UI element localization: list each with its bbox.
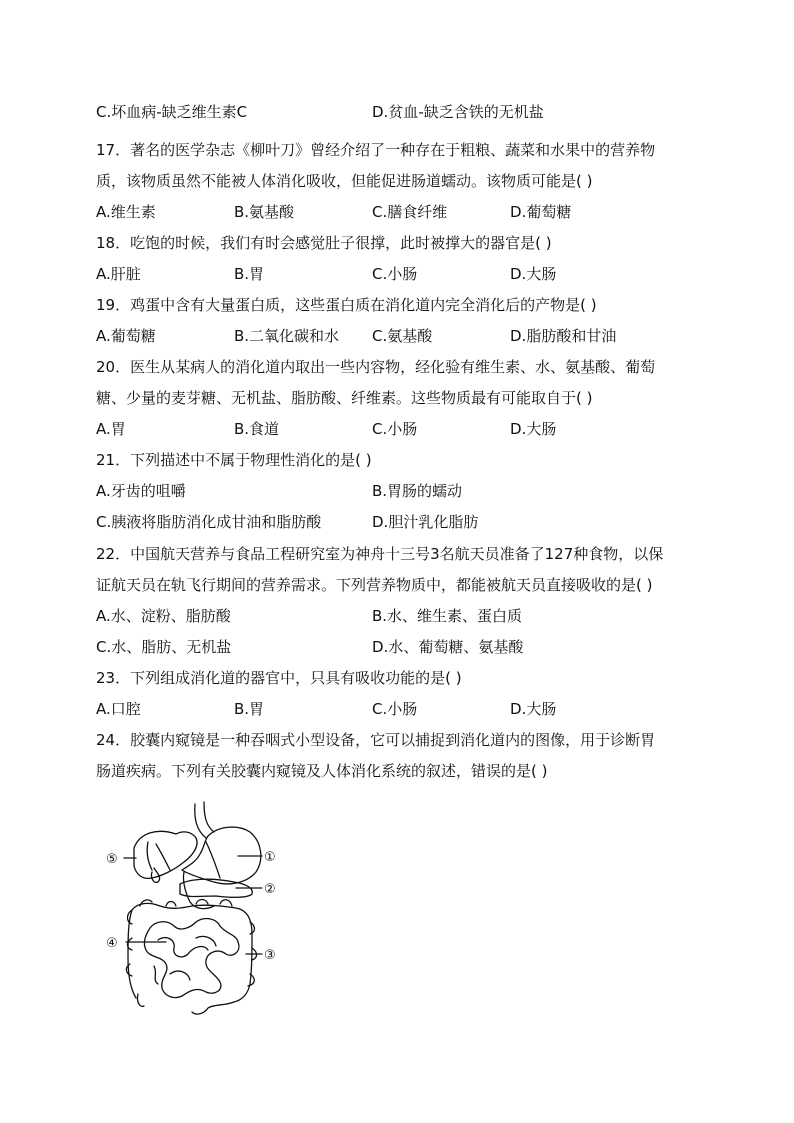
q18-option-c[interactable]: C.小肠 <box>372 265 418 283</box>
q18-option-b[interactable]: B.胃 <box>234 265 265 283</box>
q19-option-a[interactable]: A.葡萄糖 <box>96 327 156 345</box>
q23-option-a[interactable]: A.口腔 <box>96 700 141 718</box>
q22-stem-line1: 22．中国航天营养与食品工程研究室为神舟十三号3名航天员准备了127种食物，以保 <box>96 545 664 563</box>
q23-stem-line1: 23．下列组成消化道的器官中，只具有吸收功能的是( ) <box>96 669 462 687</box>
q24-stem-line2: 肠道疾病。下列有关胶囊内窥镜及人体消化系统的叙述，错误的是( ) <box>96 762 548 780</box>
q21-option-d[interactable]: D.胆汁乳化脂肪 <box>372 513 479 531</box>
figure-label-1: ① <box>264 850 276 865</box>
q17-option-d[interactable]: D.葡萄糖 <box>510 203 572 221</box>
q22-option-d[interactable]: D.水、葡萄糖、氨基酸 <box>372 638 524 656</box>
q19-option-c[interactable]: C.氨基酸 <box>372 327 433 345</box>
q20-stem-line1: 20．医生从某病人的消化道内取出一些内容物，经化验有维生素、水、氨基酸、葡萄 <box>96 358 656 376</box>
q17-option-a[interactable]: A.维生素 <box>96 203 156 221</box>
figure-label-4: ④ <box>106 936 118 951</box>
q16-option-c[interactable]: C.坏血病-缺乏维生素C <box>96 103 248 121</box>
q20-option-d[interactable]: D.大肠 <box>510 420 557 438</box>
figure-label-2: ② <box>264 882 276 897</box>
q20-option-b[interactable]: B.食道 <box>234 420 280 438</box>
small-intestine-shape <box>144 919 239 998</box>
q20-option-c[interactable]: C.小肠 <box>372 420 418 438</box>
q21-option-b[interactable]: B.胃肠的蠕动 <box>372 482 463 500</box>
q19-option-b[interactable]: B.二氧化碳和水 <box>234 327 340 345</box>
appendix-shape <box>137 994 144 1006</box>
q23-option-c[interactable]: C.小肠 <box>372 700 418 718</box>
q23-option-d[interactable]: D.大肠 <box>510 700 557 718</box>
q20-option-a[interactable]: A.胃 <box>96 420 126 438</box>
large-intestine-shape <box>128 903 252 1014</box>
q21-option-c[interactable]: C.胰液将脂肪消化成甘油和脂肪酸 <box>96 513 322 531</box>
q17-stem-line1: 17．著名的医学杂志《柳叶刀》曾经介绍了一种存在于粗粮、蔬菜和水果中的营养物 <box>96 141 656 159</box>
q22-option-b[interactable]: B.水、维生素、蛋白质 <box>372 607 523 625</box>
q18-option-a[interactable]: A.肝脏 <box>96 265 141 283</box>
q19-stem-line1: 19．鸡蛋中含有大量蛋白质，这些蛋白质在消化道内完全消化后的产物是( ) <box>96 296 597 314</box>
liver-shape <box>134 831 197 878</box>
q17-option-b[interactable]: B.氨基酸 <box>234 203 295 221</box>
q18-option-d[interactable]: D.大肠 <box>510 265 557 283</box>
figure-label-3: ③ <box>264 948 276 963</box>
q18-stem-line1: 18．吃饱的时候，我们有时会感觉肚子很撑，此时被撑大的器官是( ) <box>96 234 552 252</box>
q22-stem-line2: 证航天员在轨飞行期间的营养需求。下列营养物质中，都能被航天员直接吸收的是( ) <box>96 576 653 594</box>
q16-option-d[interactable]: D.贫血-缺乏含铁的无机盐 <box>372 103 544 121</box>
digestive-system-figure <box>96 798 296 1023</box>
q21-option-a[interactable]: A.牙齿的咀嚼 <box>96 482 186 500</box>
q21-stem-line1: 21．下列描述中不属于物理性消化的是( ) <box>96 451 372 469</box>
q22-option-a[interactable]: A.水、淀粉、脂肪酸 <box>96 607 231 625</box>
q20-stem-line2: 糖、少量的麦芽糖、无机盐、脂肪酸、纤维素。这些物质最有可能取自于( ) <box>96 389 593 407</box>
q23-option-b[interactable]: B.胃 <box>234 700 265 718</box>
gallbladder-shape <box>151 868 159 882</box>
q17-option-c[interactable]: C.膳食纤维 <box>372 203 448 221</box>
q17-stem-line2: 质，该物质虽然不能被人体消化吸收，但能促进肠道蠕动。该物质可能是( ) <box>96 172 593 190</box>
q24-stem-line1: 24．胶囊内窥镜是一种吞咽式小型设备，它可以捕捉到消化道内的图像，用于诊断胃 <box>96 731 656 749</box>
q19-option-d[interactable]: D.脂肪酸和甘油 <box>510 327 617 345</box>
q22-option-c[interactable]: C.水、脂肪、无机盐 <box>96 638 232 656</box>
figure-label-5: ⑤ <box>106 852 118 867</box>
